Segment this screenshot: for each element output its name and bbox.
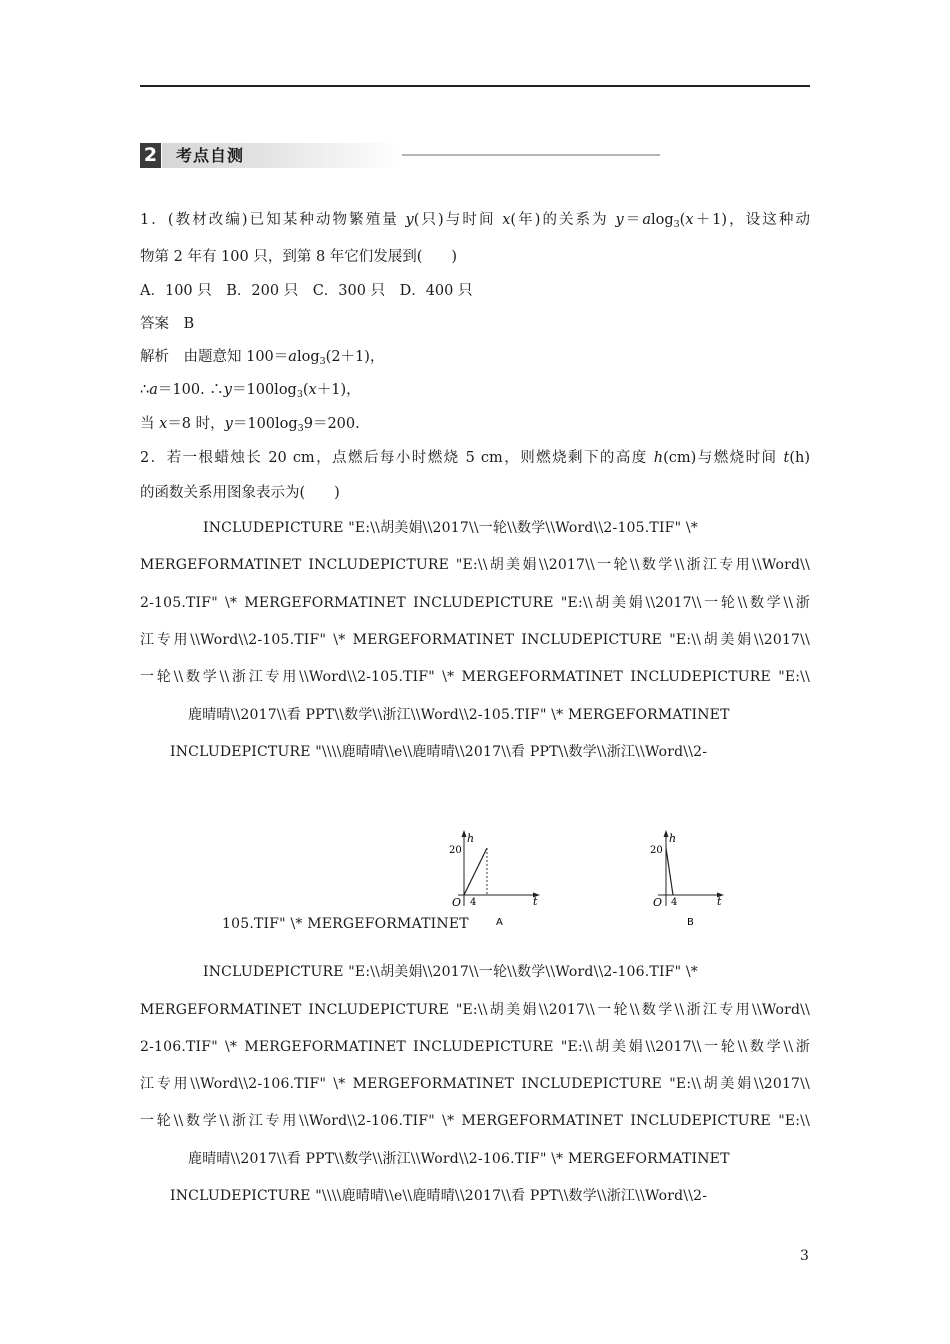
q1-solution-line2: ∴a＝100. $\therefore y=100\log_3(x+1)$， [140,382,361,400]
field-code-line: 一轮\\数学\\浙江专用\\Word\\2-105.TIF" \* MERGEFORMATINET INCLUDEPICTURE "E:\\ [140,669,810,685]
field-code-line: 105.TIF" \* MERGEFORMATINET [222,916,469,932]
header-rule [140,85,810,87]
graph-b-origin: O [653,896,663,909]
graph-a [448,828,548,933]
field-code-line: 2-106.TIF" \* MERGEFORMATINET INCLUDEPICTURE "E:\\胡美娟\\2017\\一轮\\数学\\浙 [140,1039,810,1055]
field-code-line: INCLUDEPICTURE "E:\\胡美娟\\2017\\一轮\\数学\\Word\\2-106.TIF" \* [203,964,699,980]
graph-a-y-tick: 20 [449,845,462,856]
field-code-line: 江专用\\Word\\2-105.TIF" \* MERGEFORMATINET INCLUDEPICTURE "E:\\胡美娟\\2017\\ [140,632,810,648]
section-title: 考点自测 [162,143,402,168]
graph-a-origin: O [452,896,462,909]
field-code-line: 2-105.TIF" \* MERGEFORMATINET INCLUDEPICTURE "E:\\胡美娟\\2017\\一轮\\数学\\浙 [140,595,810,611]
q1-stem-line1: 1．(教材改编)已知某种动物繁殖量 y(只)与时间 x(年)的关系为 y＝alog$_3$(x＋1)，设这种动 [140,212,810,230]
graph-a-line [464,848,487,895]
field-code-line: MERGEFORMATINET INCLUDEPICTURE "E:\\胡美娟\\2017\\一轮\\数学\\浙江专用\\Word\\ [140,1002,810,1018]
graph-a-x-tick: 4 [470,897,477,908]
graph-a-y-arrow [462,830,467,837]
field-code-line: MERGEFORMATINET INCLUDEPICTURE "E:\\胡美娟\\2017\\一轮\\数学\\浙江专用\\Word\\ [140,557,810,573]
section-divider [402,154,660,156]
graph-b-caption: B [687,917,694,928]
graph-b-line [666,848,673,895]
graph-a-caption: A [496,917,503,928]
field-code-line: INCLUDEPICTURE "\\\\鹿晴晴\\e\\鹿晴晴\\2017\\看 PPT\\数学\\浙江\\Word\\2- [170,1188,708,1204]
q1-answer: 答案 B [140,316,195,332]
graph-b [640,828,740,933]
q2-stem-line2: 的函数关系用图象表示为( ) [140,485,340,501]
graph-b-y-tick: 20 [650,845,663,856]
q1-options: A．100 只 B．200 只 C．300 只 D．400 只 [140,283,473,299]
graph-a-x-label: t [533,895,538,908]
graph-b-x-label: t [717,895,722,908]
q1-stem-line2: 物第 2 年有 100 只，到第 8 年它们发展到( ) [140,249,458,265]
field-code-line: INCLUDEPICTURE "E:\\胡美娟\\2017\\一轮\\数学\\Word\\2-105.TIF" \* [203,520,699,536]
field-code-line: INCLUDEPICTURE "\\\\鹿晴晴\\e\\鹿晴晴\\2017\\看 PPT\\数学\\浙江\\Word\\2- [170,744,708,760]
graph-b-x-tick: 4 [671,897,678,908]
graph-a-y-label: h [467,832,475,845]
q1-solution-line1: 解析 由题意知 100＝alog$_3$(2＋1)， [140,349,385,367]
q1-solution-line3: 当 x＝8 时，$y=100\log_39=200$. [140,416,360,434]
section-number: 2 [140,143,161,168]
page-number: 3 [800,1248,809,1264]
graph-b-y-label: h [669,832,677,845]
field-code-line: 一轮\\数学\\浙江专用\\Word\\2-106.TIF" \* MERGEFORMATINET INCLUDEPICTURE "E:\\ [140,1113,810,1129]
q2-stem-line1: 2．若一根蜡烛长 20 cm，点燃后每小时燃烧 5 cm，则燃烧剩下的高度 h(cm)与燃烧时间 t(h) [140,450,810,466]
field-code-line: 鹿晴晴\\2017\\看 PPT\\数学\\浙江\\Word\\2-106.TIF" \* MERGEFORMATINET [188,1151,730,1167]
section-header [140,143,530,169]
field-code-line: 鹿晴晴\\2017\\看 PPT\\数学\\浙江\\Word\\2-105.TIF" \* MERGEFORMATINET [188,707,730,723]
graph-b-y-arrow [664,830,669,837]
field-code-line: 江专用\\Word\\2-106.TIF" \* MERGEFORMATINET INCLUDEPICTURE "E:\\胡美娟\\2017\\ [140,1076,810,1092]
